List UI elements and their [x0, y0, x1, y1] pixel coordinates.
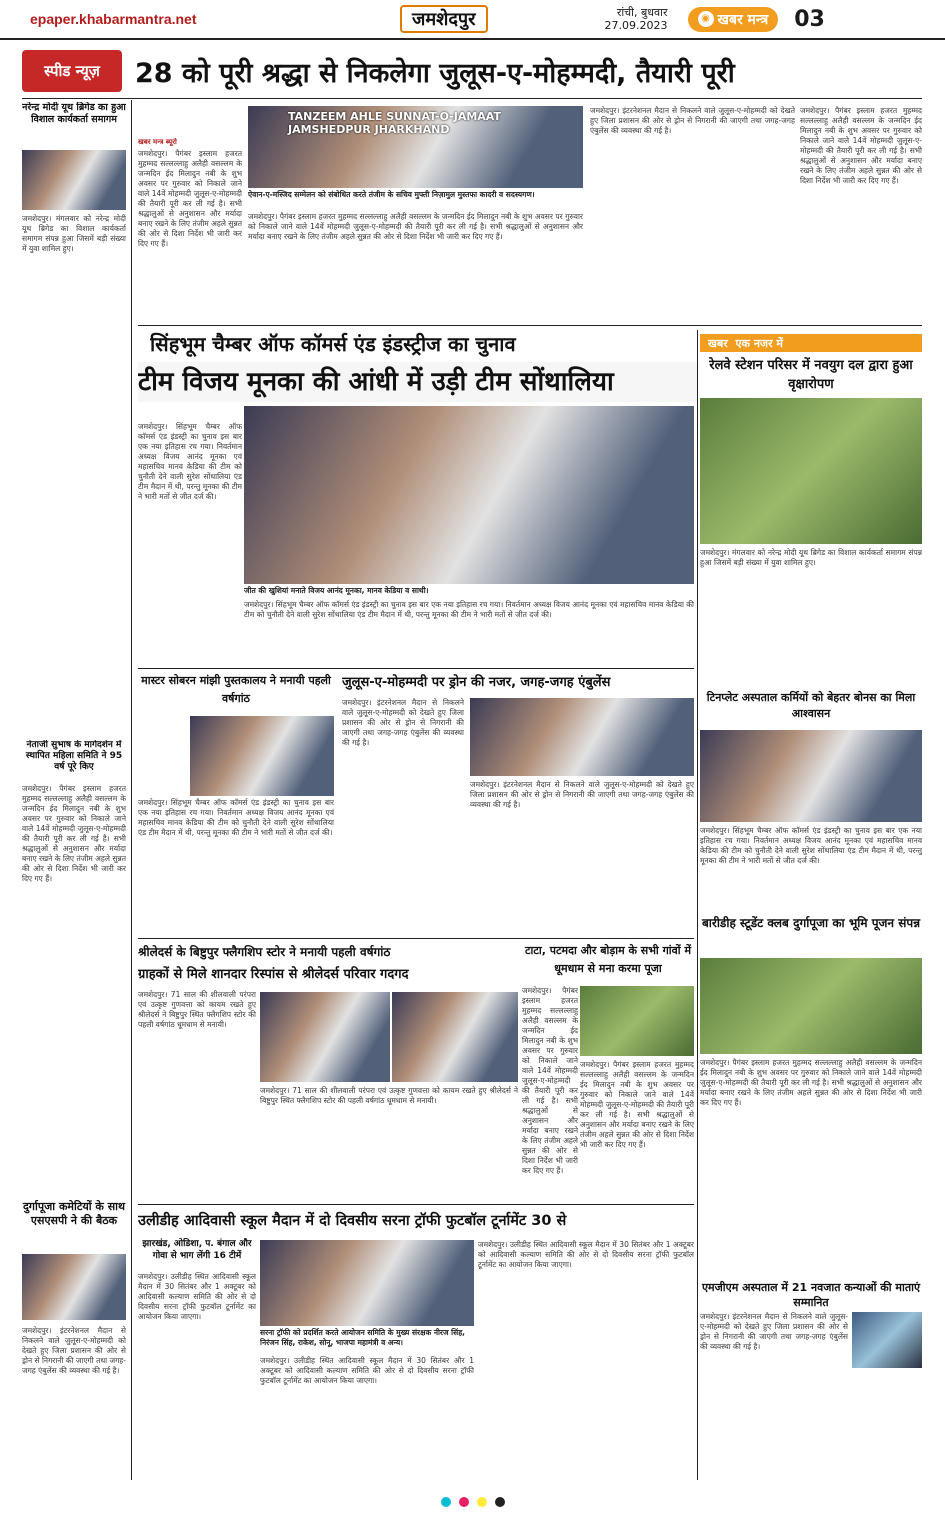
mid-body-10: जमशेदपुर। उलीडीह स्थित आदिवासी स्कूल मैदान में 30 सितंबर और 1 अक्टूबर को आदिवासी कल्याण समिति की ओर से दो दिवसीय सरना ट्रॉफी फुटबॉल टूर्नामेंट का आयोजन किया जाएगा। — [478, 1240, 694, 1269]
lead-body-2: जमशेदपुर। पैगंबर इस्लाम हजरत मुहम्मद सल्लल्लाहु अलैही वसल्लम के जन्मदिन ईद मिलादुन नबी के शुभ अवसर पर गुरुवार को निकाले जाने वाले 14वें मोहम्मदी जुलूस-ए-मोहम्मदी की तैयारी पूरी कर ली गई है। सभी श्रद्धालुओं से अनुशासन और मर्यादा बनाए रखने के लिए तंजीम अहले सुन्नत की ओर से दिशा निर्देश भी जारी कर दिए गए हैं। — [248, 212, 583, 241]
section-label-bar — [700, 334, 922, 352]
banner-text: TANZEEM AHLE SUNNAT-O-JAMAAT JAMSHEDPUR JHARKHAND — [288, 110, 501, 136]
edition-date — [588, 6, 668, 32]
ssp-meeting-photo — [22, 1254, 126, 1320]
registration-marks — [0, 1497, 945, 1507]
shreeleathers-photo — [260, 992, 390, 1082]
mid-headline-5: उलीडीह आदिवासी स्कूल मैदान में दो दिवसीय सरना ट्रॉफी फुटबॉल टूर्नामेंट 30 से — [138, 1213, 567, 1229]
reg-dot-black — [495, 1497, 505, 1507]
rule — [22, 98, 922, 99]
right-body-2: जमशेदपुर। सिंहभूम चैम्बर ऑफ कॉमर्स एंड इंडस्ट्री का चुनाव इस बार एक नया इतिहास रच गया। निवर्तमान अध्यक्ष विजय आनंद मूनका एवं महासचिव मानव केडिया की टीम को चुनौती देने वाली सुरेश सोंथालिया एंड टीम मैदान में थी, परन्तु मूनका की टीम ने भारी मतों से जीत दर्ज की। — [700, 826, 922, 865]
chamber-victory-photo — [244, 406, 694, 584]
chamber-caption: जीत की खुशियां मनाते विजय आनंद मूनका, मानव केडिया व साथी। — [244, 586, 429, 595]
youth-brigade-photo — [22, 150, 126, 210]
lead-body-4: जमशेदपुर। पैगंबर इस्लाम हजरत मुहम्मद सल्लल्लाहु अलैही वसल्लम के जन्मदिन ईद मिलादुन नबी के शुभ अवसर पर गुरुवार को निकाले जाने वाले 14वें मोहम्मदी जुलूस-ए-मोहम्मदी की तैयारी पूरी कर ली गई है। सभी श्रद्धालुओं से अनुशासन और मर्यादा बनाए रखने के लिए तंजीम अहले सुन्नत की ओर से दिशा निर्देश भी जारी कर दिए गए हैं। — [800, 106, 922, 185]
lead-text: जमशेदपुर। पैगंबर इस्लाम हजरत मुहम्मद सल्लल्लाहु अलैही वसल्लम के जन्मदिन ईद मिलादुन नबी के शुभ अवसर पर गुरुवार को निकाले जाने वाले 14वें मोहम्मदी जुलूस-ए-मोहम्मदी की तैयारी पूरी कर ली गई है। सभी श्रद्धालुओं से अनुशासन और मर्यादा बनाए रखने के लिए तंजीम अहले सुन्नत की ओर से दिशा निर्देश भी जारी कर दिए गए हैं। — [138, 149, 242, 248]
right-headline-3: बारीडीह स्टूडेंट क्लब दुर्गापूजा का भूमि पूजन संपन्न — [701, 916, 921, 930]
left-body-3: जमशेदपुर। इंटरनेशनल मैदान से निकलने वाले जुलूस-ए-मोहम्मदी को देखते हुए जिला प्रशासन की ओर से ड्रोन से निगरानी की जाएगी तथा जगह-जगह एंबुलेंस की व्यवस्था की गई है। — [22, 1326, 126, 1375]
mid-headline-2: जुलूस-ए-मोहम्मदी पर ड्रोन की नजर, जगह-जगह एंबुलेंस — [342, 675, 611, 690]
section-label: खबर — [708, 336, 728, 350]
lead-photo-caption: ऐवान-ए-मस्जिद सम्मेलन को संबोधित करते तंजीम के सचिव मुफ्ती निज़ामुल मुस्तफा कादरी व सदस्यगण। — [248, 190, 535, 199]
left-headline-1: नरेन्द्र मोदी यूथ ब्रिगेड का हुआ विशाल कार्यकर्ता समागम — [22, 102, 126, 125]
chamber-headline: टीम विजय मूनका की आंधी में उड़ी टीम सोंथालिया — [138, 362, 698, 402]
sarna-trophy-caption: सरना ट्रॉफी को प्रदर्शित करते आयोजन समिति के मुख्य संरक्षक नीरज सिंह, निरंजन सिंह, राकेश, सोनू, भाजपा महामंत्री व अन्य। — [260, 1328, 466, 1347]
rule — [138, 1204, 694, 1205]
chamber-body-1: जमशेदपुर। सिंहभूम चैम्बर ऑफ कॉमर्स एंड इंडस्ट्री का चुनाव इस बार एक नया इतिहास रच गया। निवर्तमान अध्यक्ष विजय आनंद मूनका एवं महासचिव मानव केडिया की टीम को चुनौती देने वाली सुरेश सोंथालिया एंड टीम मैदान में थी, परन्तु मूनका की टीम ने भारी मतों से जीत दर्ज की। — [138, 422, 242, 501]
column-rule — [697, 330, 698, 1480]
speed-news-logo — [22, 50, 122, 92]
left-headline-2: नेताजी सुभाष के मार्गदर्शन में स्थापित महिला समिति ने 95 वर्ष पूरे किए — [25, 740, 123, 772]
left-body-2: जमशेदपुर। पैगंबर इस्लाम हजरत मुहम्मद सल्लल्लाहु अलैही वसल्लम के जन्मदिन ईद मिलादुन नबी के शुभ अवसर पर गुरुवार को निकाले जाने वाले 14वें मोहम्मदी जुलूस-ए-मोहम्मदी की तैयारी पूरी कर ली गई है। सभी श्रद्धालुओं से अनुशासन और मर्यादा बनाए रखने के लिए तंजीम अहले सुन्नत की ओर से दिशा निर्देश भी जारी कर दिए गए हैं। — [22, 784, 126, 883]
edition-city: जमशेदपुर — [400, 5, 488, 33]
mid-body-4: जमशेदपुर। 71 साल की शीलवाली परंपरा एवं उत्कृष्ट गुणवत्ता को कायम रखते हुए श्रीलेदर्स ने बिष्टुपुर स्थित फ्लैगशिप स्टोर की पहली वर्षगांठ धूमधाम से मनायी। — [138, 990, 256, 1029]
sarna-trophy-photo — [260, 1240, 474, 1326]
edition-place-day: रांची, बुधवार — [616, 6, 668, 19]
lead-body — [138, 138, 242, 258]
right-headline-1: रेलवे स्टेशन परिसर में नवयुग दल द्वारा हुआ वृक्षारोपण — [709, 358, 913, 392]
mid-body-7: जमशेदपुर। पैगंबर इस्लाम हजरत मुहम्मद सल्लल्लाहु अलैही वसल्लम के जन्मदिन ईद मिलादुन नबी के शुभ अवसर पर गुरुवार को निकाले जाने वाले 14वें मोहम्मदी जुलूस-ए-मोहम्मदी की तैयारी पूरी कर ली गई है। सभी श्रद्धालुओं से अनुशासन और मर्यादा बनाए रखने के लिए तंजीम अहले सुन्नत की ओर से दिशा निर्देश भी जारी कर दिए गए हैं। — [580, 1060, 694, 1149]
karma-puja-photo — [580, 986, 694, 1056]
left-body-1: जमशेदपुर। मंगलवार को नरेन्द्र मोदी यूथ ब्रिगेड का विशाल कार्यकर्ता समागम संपन्न हुआ जिसमें बड़ी संख्या में युवा शामिल हुए। — [22, 214, 126, 253]
lead-byline: खबर मन्त्र ब्यूरो — [138, 138, 177, 146]
plantation-photo — [700, 398, 922, 544]
mid-headline-3b: ग्राहकों से मिले शानदार रिस्पांस से श्रीलेदर्स परिवार गदगद — [138, 967, 409, 982]
mid-body-2: जमशेदपुर। इंटरनेशनल मैदान से निकलने वाले जुलूस-ए-मोहम्मदी को देखते हुए जिला प्रशासन की ओर से ड्रोन से निगरानी की जाएगी तथा जगह-जगह एंबुलेंस की व्यवस्था की गई है। — [342, 698, 464, 747]
mic-icon: ◉ — [698, 11, 714, 27]
mid-body-8: जमशेदपुर। उलीडीह स्थित आदिवासी स्कूल मैदान में 30 सितंबर और 1 अक्टूबर को आदिवासी कल्याण समिति की ओर से दो दिवसीय सरना ट्रॉफी फुटबॉल टूर्नामेंट का आयोजन किया जाएगा। — [138, 1272, 256, 1321]
reg-dot-cyan — [441, 1497, 451, 1507]
lead-headline: 28 को पूरी श्रद्धा से निकलेगा जुलूस-ए-मोहम्मदी, तैयारी पूरी — [135, 58, 735, 89]
right-body-1: जमशेदपुर। मंगलवार को नरेन्द्र मोदी यूथ ब्रिगेड का विशाल कार्यकर्ता समागम संपन्न हुआ जिसमें बड़ी संख्या में युवा शामिल हुए। — [700, 548, 922, 567]
mid-body-6: जमशेदपुर। पैगंबर इस्लाम हजरत मुहम्मद सल्लल्लाहु अलैही वसल्लम के जन्मदिन ईद मिलादुन नबी के शुभ अवसर पर गुरुवार को निकाले जाने वाले 14वें मोहम्मदी जुलूस-ए-मोहम्मदी की तैयारी पूरी कर ली गई है। सभी श्रद्धालुओं से अनुशासन और मर्यादा बनाए रखने के लिए तंजीम अहले सुन्नत की ओर से दिशा निर्देश भी जारी कर दिए गए हैं। — [522, 986, 578, 1175]
bhoomi-pujan-photo — [700, 958, 922, 1054]
chamber-kicker: सिंहभूम चैम्बर ऑफ कॉमर्स एंड इंडस्ट्रीज का चुनाव — [150, 332, 516, 356]
right-headline-4: एमजीएम अस्पताल में 21 नवजात कन्याओं की माताएं सम्मानित — [701, 1281, 921, 1309]
mgm-hospital-photo — [852, 1312, 922, 1368]
mid-body-1: जमशेदपुर। सिंहभूम चैम्बर ऑफ कॉमर्स एंड इंडस्ट्री का चुनाव इस बार एक नया इतिहास रच गया। निवर्तमान अध्यक्ष विजय आनंद मूनका एवं महासचिव मानव केडिया की टीम को चुनौती देने वाली सुरेश सोंथालिया एंड टीम मैदान में थी, परन्तु मूनका की टीम ने भारी मतों से जीत दर्ज की। — [138, 798, 334, 837]
column-rule — [131, 100, 132, 1480]
left-headline-3: दुर्गापूजा कमेटियों के साथ एसएसपी ने की बैठक — [22, 1200, 126, 1227]
reg-dot-magenta — [459, 1497, 469, 1507]
section-label-2: एक नजर में — [735, 336, 783, 350]
drone-meeting-photo — [470, 698, 694, 776]
mid-body-5: जमशेदपुर। 71 साल की शीलवाली परंपरा एवं उत्कृष्ट गुणवत्ता को कायम रखते हुए श्रीलेदर्स ने बिष्टुपुर स्थित फ्लैगशिप स्टोर की पहली वर्षगांठ धूमधाम से मनायी। — [260, 1086, 518, 1105]
right-headline-2: टिनप्लेट अस्पताल कर्मियों को बेहतर बोनस का मिला आश्वासन — [706, 691, 916, 720]
brand-name: खबर मन्त्र — [717, 11, 769, 28]
site-url[interactable]: epaper.khabarmantra.net — [30, 11, 197, 27]
right-body-3: जमशेदपुर। पैगंबर इस्लाम हजरत मुहम्मद सल्लल्लाहु अलैही वसल्लम के जन्मदिन ईद मिलादुन नबी के शुभ अवसर पर गुरुवार को निकाले जाने वाले 14वें मोहम्मदी जुलूस-ए-मोहम्मदी की तैयारी पूरी कर ली गई है। सभी श्रद्धालुओं से अनुशासन और मर्यादा बनाए रखने के लिए तंजीम अहले सुन्नत की ओर से दिशा निर्देश भी जारी कर दिए गए हैं। — [700, 1058, 922, 1107]
rule — [138, 325, 922, 326]
rule — [138, 938, 694, 939]
tinplate-meeting-photo — [700, 730, 922, 822]
reg-dot-yellow — [477, 1497, 487, 1507]
lead-photo — [248, 106, 583, 188]
mid-body-9: जमशेदपुर। उलीडीह स्थित आदिवासी स्कूल मैदान में 30 सितंबर और 1 अक्टूबर को आदिवासी कल्याण समिति की ओर से दो दिवसीय सरना ट्रॉफी फुटबॉल टूर्नामेंट का आयोजन किया जाएगा। — [260, 1356, 474, 1385]
mid-headline-4: टाटा, पटमदा और बोड़ाम के सभी गांवों में धूमधाम से मना करमा पूजा — [524, 944, 692, 975]
rule — [138, 668, 694, 669]
mid-body-3: जमशेदपुर। इंटरनेशनल मैदान से निकलने वाले जुलूस-ए-मोहम्मदी को देखते हुए जिला प्रशासन की ओर से ड्रोन से निगरानी की जाएगी तथा जगह-जगह एंबुलेंस की व्यवस्था की गई है। — [470, 780, 694, 809]
right-body-4: जमशेदपुर। इंटरनेशनल मैदान से निकलने वाले जुलूस-ए-मोहम्मदी को देखते हुए जिला प्रशासन की ओर से ड्रोन से निगरानी की जाएगी तथा जगह-जगह एंबुलेंस की व्यवस्था की गई है। — [700, 1312, 848, 1351]
edition-date-value: 27.09.2023 — [604, 19, 668, 32]
shreeleathers-photo-2 — [392, 992, 518, 1082]
mid-subhead-5: झारखंड, ओडिशा, प. बंगाल और गोवा से भाग लेंगी 16 टीमें — [142, 1239, 252, 1261]
page-number: 03 — [794, 6, 825, 32]
library-photo — [190, 716, 334, 796]
chamber-body-2: जमशेदपुर। सिंहभूम चैम्बर ऑफ कॉमर्स एंड इंडस्ट्री का चुनाव इस बार एक नया इतिहास रच गया। निवर्तमान अध्यक्ष विजय आनंद मूनका एवं महासचिव मानव केडिया की टीम को चुनौती देने वाली सुरेश सोंथालिया एंड टीम मैदान में थी, परन्तु मूनका की टीम ने भारी मतों से जीत दर्ज की। — [244, 600, 694, 619]
brand-badge — [688, 7, 779, 32]
speed-news-text: स्पीड न्यूज़ — [44, 62, 100, 80]
mid-headline-3: श्रीलेदर्स के बिष्टुपुर फ्लैगशिप स्टोर ने मनायी पहली वर्षगांठ — [138, 945, 391, 959]
lead-body-3: जमशेदपुर। इंटरनेशनल मैदान से निकलने वाले जुलूस-ए-मोहम्मदी को देखते हुए जिला प्रशासन की ओर से ड्रोन से निगरानी की जाएगी तथा जगह-जगह एंबुलेंस की व्यवस्था की गई है। — [590, 106, 795, 135]
mid-headline-1: मास्टर सोबरन मांझी पुस्तकालय ने मनायी पहली वर्षगांठ — [141, 674, 331, 705]
masthead — [0, 0, 945, 40]
